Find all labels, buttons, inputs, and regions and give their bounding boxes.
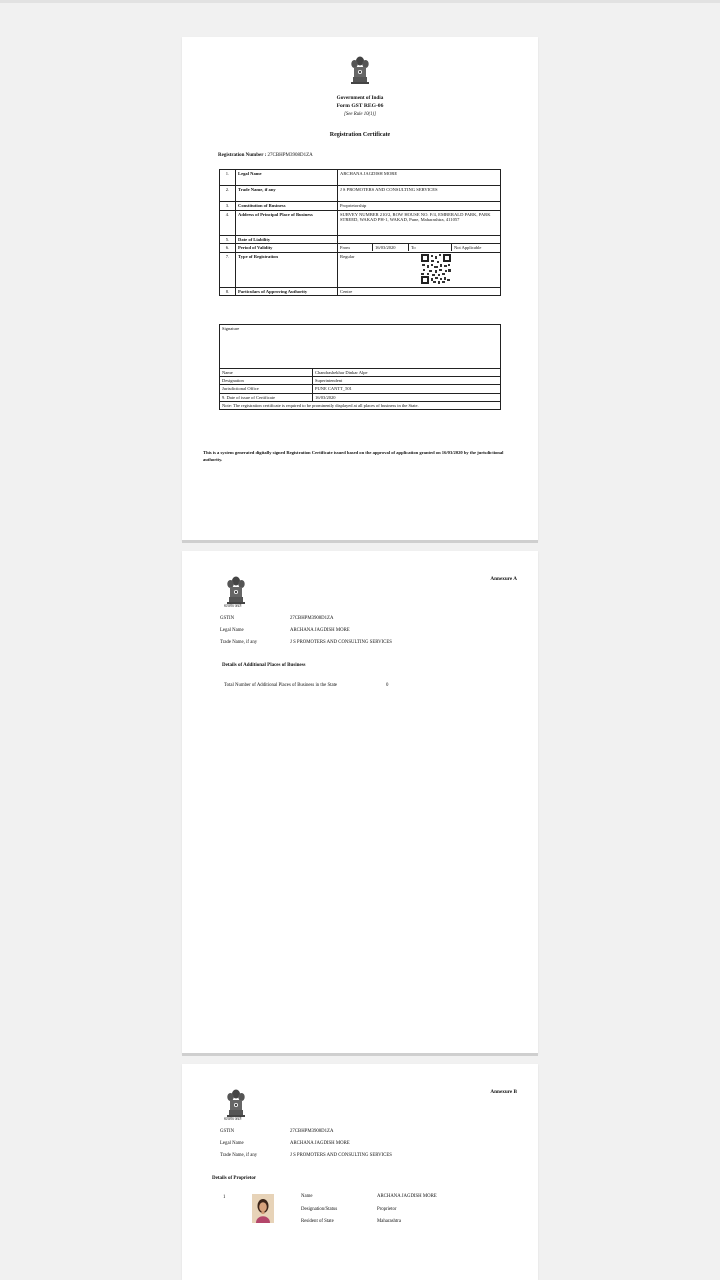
national-emblem-icon [224,1082,248,1122]
certificate-table [219,169,501,296]
signature-box: Signature [220,325,501,369]
table-row: 9. Date of issue of Certificate 16/03/2020 [220,393,501,401]
display-note: Note: The registration certificate is required to be prominently displayed at all places of business in the State. [220,401,501,409]
system-generated-note: This is a system generated digitally signed Registration Certificate issued based on the approval of application granted on 16/03/2020 by the jurisdictional authority. [203,450,504,462]
resident-label: Resident of State [301,1219,334,1224]
table-row: 1. Legal Name ARCHANA JAGDISH MORE [220,170,501,186]
total-places-value: 0 [386,683,389,688]
name-label: Name [301,1194,313,1199]
qr-code-icon [421,254,451,284]
designation-label: Designation/Status [301,1207,338,1212]
annexure-label: Annexure B [490,1089,517,1095]
designation-value: Proprietor [377,1207,397,1212]
page-divider [182,540,538,543]
table-row: 6. Period of Validity From 16/03/2020 To Not Applicable [220,244,501,253]
proprietor-photo [252,1194,274,1223]
section-heading: Details of Proprietor [212,1176,257,1181]
annexure-a-page: सत्यमेव जयते Annexure A GSTIN 27CBHPM3908D1ZA Legal Name ARCHANA JAGDISH MORE Trade Name, if any J S PROMOTERS AND CONSULTING SERVICES Details of Additional Places of Business Total Number of Additional Places of Business in the State 0 [182,551,538,1053]
table-row: Name Chandrashekhar Dinkar Alpe [220,369,501,377]
national-emblem-icon [224,569,248,609]
signature-table [219,324,501,410]
table-row: 2. Trade Name, if any J S PROMOTERS AND CONSULTING SERVICES [220,186,501,202]
certificate-page-1 [182,37,538,540]
section-heading: Details of Additional Places of Business [222,663,306,668]
emblem-motto: सत्यमेव जयते [224,604,242,608]
validity-subtable: From 16/03/2020 To Not Applicable [340,245,482,250]
annexure-label: Annexure A [490,576,517,582]
resident-value: Maharashtra [377,1219,401,1224]
entry-number: 1 [223,1195,226,1200]
rule-reference: [See Rule 10(1)] [344,112,376,117]
table-row: 8. Particulars of Approving Authority Centre [220,287,501,296]
table-row: 7. Type of Registration Regular [220,252,501,287]
annexure-b-page: सत्यमेव जयते Annexure B GSTIN 27CBHPM3908D1ZA Legal Name ARCHANA JAGDISH MORE Trade Name, if any J S PROMOTERS AND CONSULTING SERVICES Details of Proprietor 1 Name ARCHANA JAGDISH MORE Designation/Status Proprietor Resident of State Maharashtra [182,1064,538,1280]
page-divider [182,1053,538,1056]
emblem-motto: सत्यमेव जयते [224,1117,242,1121]
table-row: Jurisdictional Office PUNE CANTT_501 [220,385,501,393]
table-row: 5. Date of Liability [220,235,501,244]
registration-number: Registration Number : 27CBHPM3908D1ZA [218,153,313,158]
total-places-label: Total Number of Additional Places of Business in the State [224,683,338,688]
viewer-top-bar [0,0,720,3]
table-row: 3. Constitution of Business Proprietorship [220,202,501,211]
issuer-title: Government of India [336,95,384,101]
form-title: Form GST REG-06 [336,103,384,109]
table-row: 4. Address of Principal Place of Business SURVEY NUMBER 210/2, ROW HOUSE NO. F/4, EMBERALD PARK, PARK STREED, WAKAD PH-1, WAKAD, Pune, Maharashtra, 411057 [220,210,501,235]
proprietor-name: ARCHANA JAGDISH MORE [377,1194,437,1199]
table-row [220,401,501,409]
certificate-title: Registration Certificate [329,132,391,138]
table-row: Designation Superintendent [220,377,501,385]
registration-type: Regular [340,253,355,259]
national-emblem-icon [348,47,372,87]
